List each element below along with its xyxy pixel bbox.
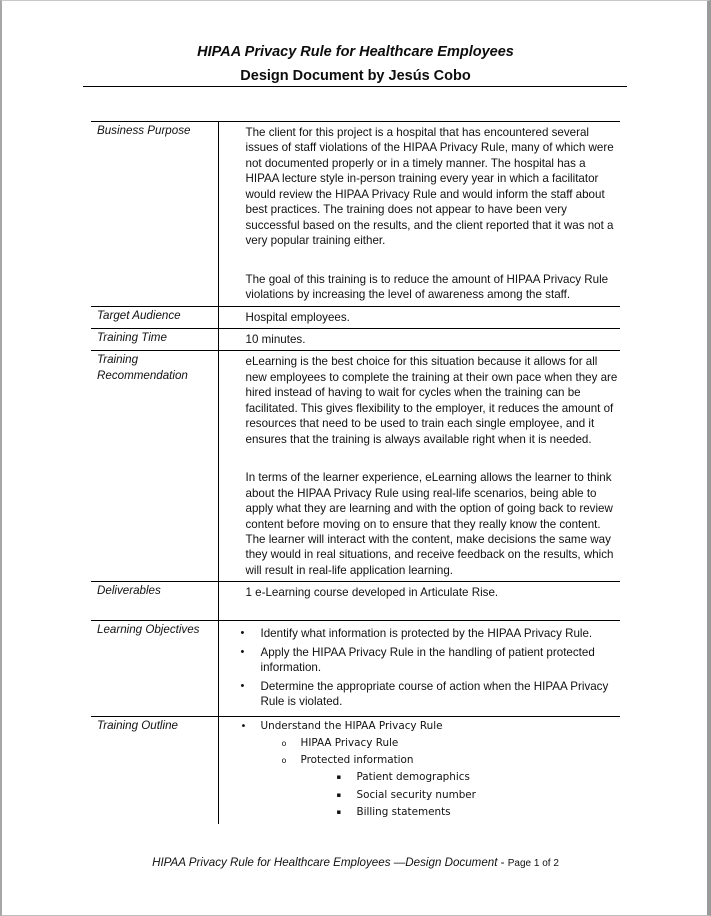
paragraph: eLearning is the best choice for this situation because it allows for all new employees to complete the training at their own pace when they are hired instead of having to wait for cycles when the training can be facilitated. This gives flexibility to the employer, it reduces the amount of resources that need to be used to train each single employee, and it ensures that the training is always available right when it is needed. [245,355,618,446]
document-subtitle: Design Document by Jesús Cobo [240,68,471,84]
learning-objectives-list [219,626,621,709]
row-content [218,621,620,716]
bullet-circle-icon: o [281,756,287,766]
outline-item-text: Billing statements [356,806,451,819]
outline-item-level-3 [219,787,621,804]
bullet-disc-icon: • [240,645,245,658]
row-label: Training Outline [91,716,218,824]
outline-item-level-2 [219,752,621,769]
row-label: Target Audience [91,306,218,328]
page-footer [0,856,711,869]
list-item [219,626,621,641]
bullet-square-icon: ▪ [336,808,342,817]
row-target-audience [91,306,620,328]
bullet-disc-icon: • [240,720,247,732]
row-training-outline [91,716,620,824]
row-label: Training Recommendation [91,351,218,582]
bullet-circle-icon: o [281,738,287,748]
outline-item-level-1 [219,718,621,735]
list-item-text: Identify what information is protected by the HIPAA Privacy Rule. [260,627,593,641]
row-label: Deliverables [91,582,218,621]
outline-item-text: Social security number [356,788,476,801]
row-business-purpose [91,122,620,307]
row-content: 10 minutes. [245,332,306,346]
page-number: Page 1 of 2 [507,858,559,869]
list-item [219,645,621,676]
design-document-table [91,121,620,824]
row-training-recommendation [91,351,620,582]
title-divider [83,86,627,87]
row-label: Learning Objectives [91,621,218,716]
bullet-disc-icon: • [240,627,245,640]
outline-item-text: Understand the HIPAA Privacy Rule [260,719,443,732]
paragraph: In terms of the learner experience, eLearning allows the learner to think about the HIPAA Privacy Rule using real-life scenarios, being able to apply what they are learning and with the option of going back to review content before moving on to ensure that they really know the content. The learner will interact with the content, make decisions the same way they would in real situations, and receive feedback on the results, which will result in real-life application learning. [245,471,614,577]
document-title: HIPAA Privacy Rule for Healthcare Employees [197,44,514,60]
row-label: Training Time [91,328,218,350]
paragraph: The goal of this training is to reduce the amount of HIPAA Privacy Rule violations by increasing the level of awareness among the staff. [245,272,609,302]
row-label: Business Purpose [91,122,218,307]
paragraph: The client for this project is a hospital that has encountered several issues of staff violations of the HIPAA Privacy Rule, many of which were not documented properly or in a timely manner. The hospital has a HIPAA lecture style in-person training every year in which a facilitator would review the HIPAA Privacy Rule and would inform the staff about best practices. The training does not appear to have been very successful based on the results, and the client reported that it was not a very popular training either. [245,126,614,248]
bullet-disc-icon: • [240,679,245,692]
row-content [218,122,620,307]
row-learning-objectives [91,621,620,716]
outline-item-text: Protected information [300,754,414,767]
list-item-text: Determine the appropriate course of action when the HIPAA Privacy Rule is violated. [260,679,609,709]
row-content: Hospital employees. [245,310,350,324]
bullet-square-icon: ▪ [336,790,342,799]
footer-title: HIPAA Privacy Rule for Healthcare Employees —Design Document [152,856,498,869]
footer-separator: - [497,856,508,869]
outline-item-text: Patient demographics [356,771,470,784]
list-item-text: Apply the HIPAA Privacy Rule in the handling of patient protected information. [260,645,595,675]
outline-item-text: HIPAA Privacy Rule [300,736,399,749]
row-training-time [91,328,620,350]
outline-item-level-3 [219,769,621,786]
row-content [218,351,620,582]
outline-item-level-3 [219,804,621,821]
row-content [218,716,620,824]
outline-item-level-2 [219,735,621,752]
row-content: 1 e-Learning course developed in Articulate Rise. [245,586,499,600]
list-item [219,679,621,710]
bullet-square-icon: ▪ [336,773,342,782]
row-deliverables [91,582,620,621]
